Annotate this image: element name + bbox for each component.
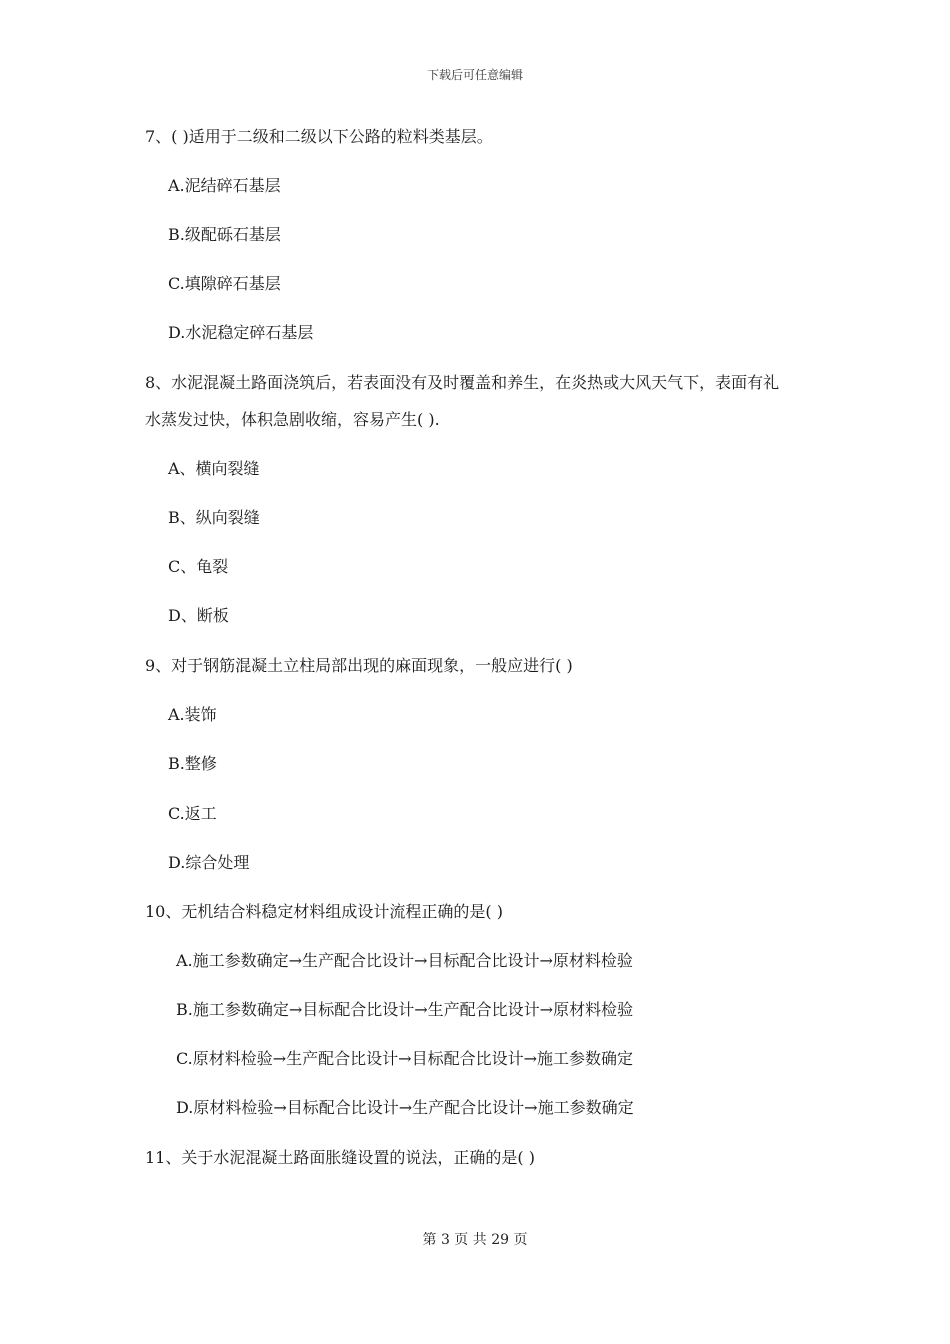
question-7-option-a: A.泥结碎石基层 <box>168 176 281 195</box>
question-10-option-c: C.原材料检验→生产配合比设计→目标配合比设计→施工参数确定 <box>176 1049 633 1068</box>
question-8-option-c: C、龟裂 <box>168 557 229 576</box>
question-8-option-a: A、横向裂缝 <box>168 459 260 478</box>
question-10-stem: 10、无机结合料稳定材料组成设计流程正确的是( ) <box>145 902 503 921</box>
question-10-option-d: D.原材料检验→目标配合比设计→生产配合比设计→施工参数确定 <box>176 1098 634 1117</box>
question-8-stem: 8、水泥混凝土路面浇筑后，若表面没有及时覆盖和养生，在炎热或大风天气下，表面有礼 <box>145 373 780 392</box>
question-10-option-b: B.施工参数确定→目标配合比设计→生产配合比设计→原材料检验 <box>176 1000 634 1019</box>
question-7-option-c: C.填隙碎石基层 <box>168 274 281 293</box>
question-9-stem: 9、对于钢筋混凝土立柱局部出现的麻面现象，一般应进行( ) <box>145 656 573 675</box>
question-8-option-b: B、纵向裂缝 <box>168 508 260 527</box>
question-8-option-d: D、断板 <box>168 606 229 625</box>
question-7-stem: 7、( )适用于二级和二级以下公路的粒料类基层。 <box>145 127 493 146</box>
question-9-option-d: D.综合处理 <box>168 853 250 872</box>
question-7-option-b: B.级配砾石基层 <box>168 225 281 244</box>
question-8-stem-continued: 水蒸发过快，体积急剧收缩，容易产生( ). <box>145 410 440 429</box>
question-9-option-a: A.装饰 <box>168 705 217 724</box>
question-11-stem: 11、关于水泥混凝土路面胀缝设置的说法，正确的是( ) <box>145 1148 535 1167</box>
page-footer: 第 3 页 共 29 页 <box>422 1232 528 1248</box>
question-9-option-c: C.返工 <box>168 804 217 823</box>
question-10-option-a: A.施工参数确定→生产配合比设计→目标配合比设计→原材料检验 <box>176 951 633 970</box>
question-7-option-d: D.水泥稳定碎石基层 <box>168 323 314 342</box>
page-header: 下载后可任意编辑 <box>426 68 523 82</box>
question-9-option-b: B.整修 <box>168 754 217 773</box>
